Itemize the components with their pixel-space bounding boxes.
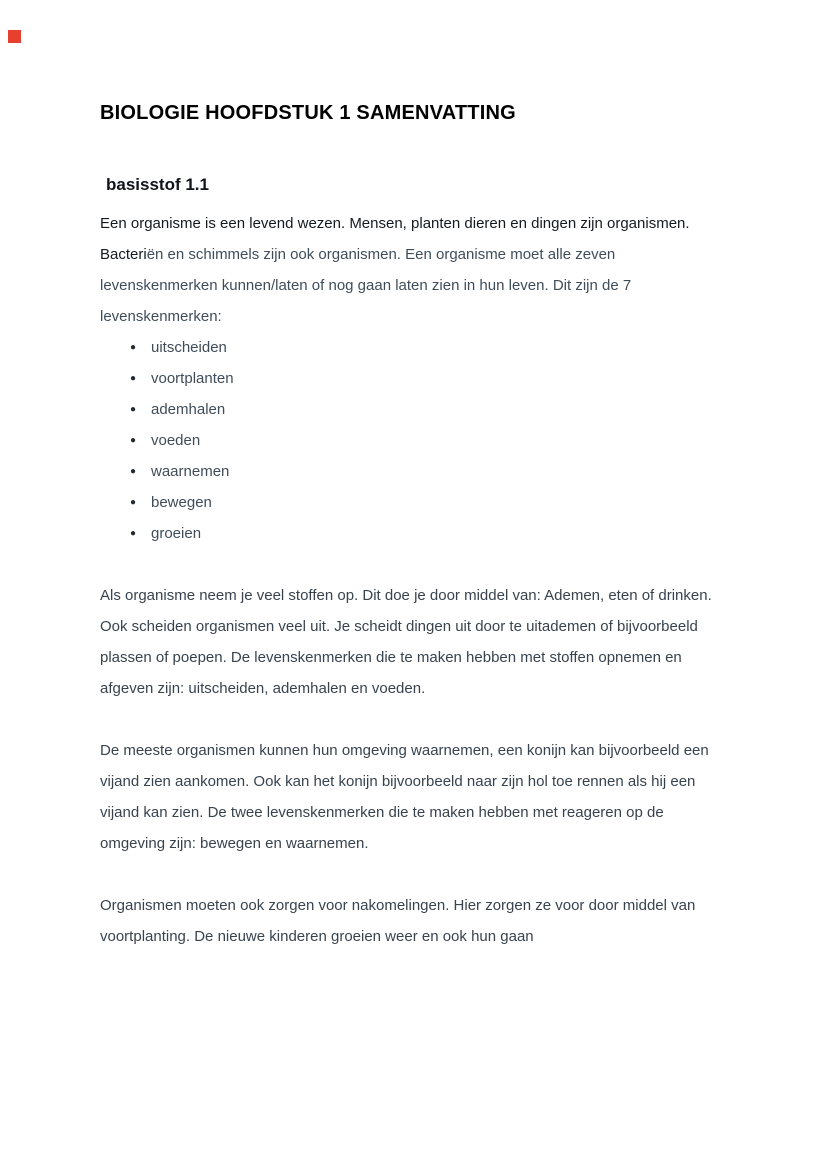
bullet-icon: ● [130, 497, 137, 508]
list-item-label: waarnemen [151, 463, 230, 480]
list-item [130, 394, 722, 425]
intro-paragraph [100, 208, 722, 332]
list-item-label: bewegen [151, 494, 212, 511]
list-item-label: voeden [151, 432, 201, 449]
list-item-label: groeien [151, 525, 202, 542]
intro-text-black: Een organisme is een levend wezen. Mensen, planten dieren en dingen zijn organismen. Bacteri [100, 215, 690, 263]
bullet-icon: ● [130, 528, 137, 539]
document-title: BIOLOGIE HOOFDSTUK 1 SAMENVATTING [100, 102, 516, 124]
paragraph-voortplanting: Organismen moeten ook zorgen voor nakomelingen. Hier zorgen ze voor door middel van voortplanting. De nieuwe kinderen groeien weer en ook hun gaan [100, 897, 696, 945]
red-marker-square [8, 30, 21, 43]
paragraph-stoffen: Als organisme neem je veel stoffen op. Dit doe je door middel van: Ademen, eten of drinken. Ook scheiden organismen veel uit. Je scheidt dingen uit door te uitademen of bijvoorbeeld plassen of poepen. De levenskenmerken die te maken hebben met stoffen opnemen en afgeven zijn: uitscheiden, ademhalen en voeden. [100, 587, 712, 697]
bullet-icon: ● [130, 404, 137, 415]
bullet-icon: ● [130, 466, 137, 477]
paragraph-waarnemen: De meeste organismen kunnen hun omgeving waarnemen, een konijn kan bijvoorbeeld een vijand zien aankomen. Ook kan het konijn bijvoorbeeld naar zijn hol toe rennen als hij een vijand kan zien. De twee levenskenmerken die te maken hebben met reageren op de omgeving zijn: bewegen en waarnemen. [100, 742, 709, 852]
list-item-label: ademhalen [151, 401, 226, 418]
section-heading: basisstof 1.1 [106, 175, 209, 194]
list-item [130, 456, 722, 487]
list-item-label: uitscheiden [151, 339, 227, 356]
levenskenmerken-list [130, 332, 722, 549]
list-item [130, 332, 722, 363]
intro-text-gray: ën en schimmels zijn ook organismen. Een organisme moet alle zeven levenskenmerken kunnen/laten of nog gaan laten zien in hun leven. Dit zijn de 7 levenskenmerken: [100, 246, 632, 325]
list-item [130, 425, 722, 456]
bullet-icon: ● [130, 342, 137, 353]
document-content [100, 0, 722, 952]
list-item [130, 518, 722, 549]
list-item [130, 363, 722, 394]
bullet-icon: ● [130, 373, 137, 384]
list-item-label: voortplanten [151, 370, 234, 387]
bullet-icon: ● [130, 435, 137, 446]
list-item [130, 487, 722, 518]
